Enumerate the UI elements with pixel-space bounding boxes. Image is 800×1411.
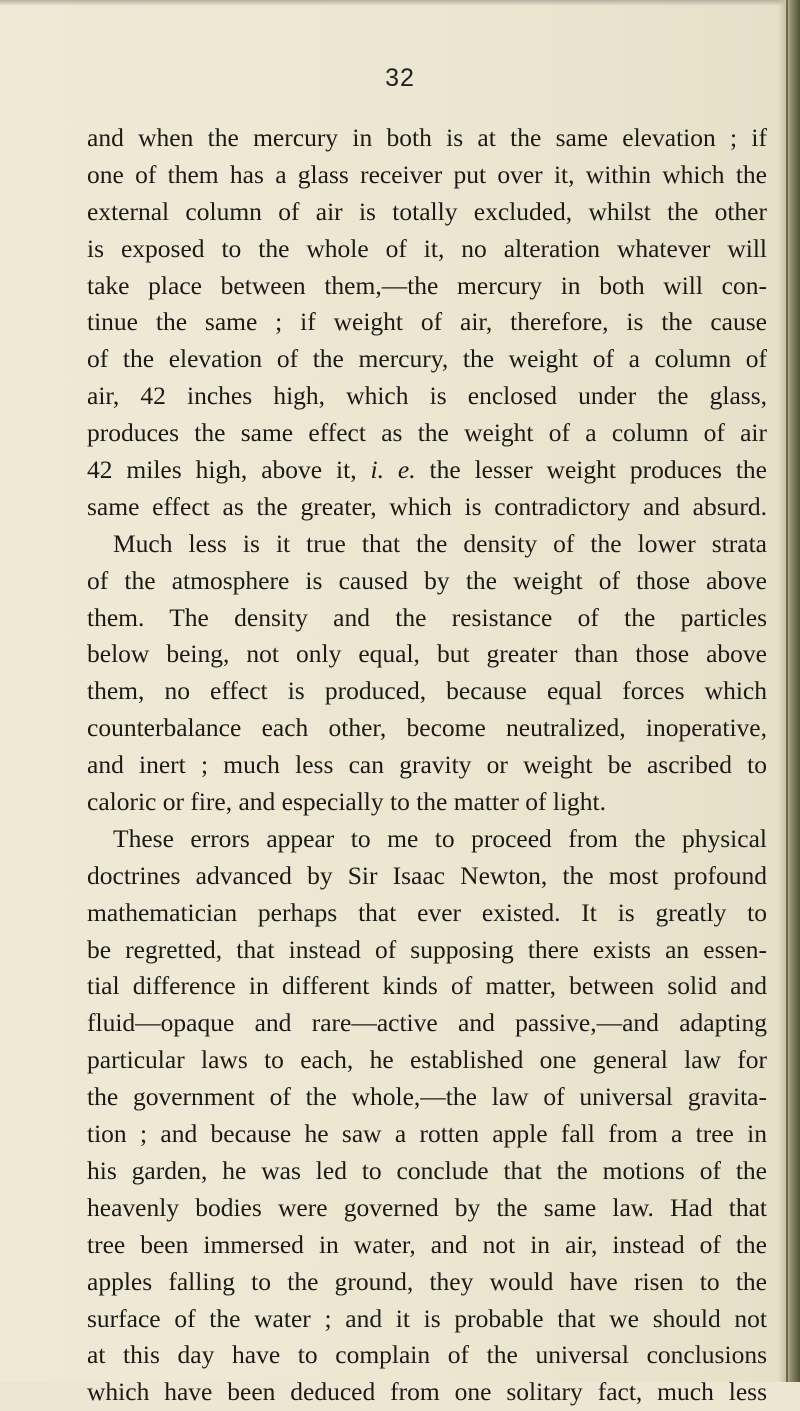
- text-line: air, 42 inches high, which is enclosed under the glass,: [87, 381, 767, 411]
- text-line: and when the mercury in both is at the same elevation ; if: [87, 123, 767, 152]
- text-line: caloric or fire, and especially to the matter of light.: [87, 787, 607, 817]
- text-line: fluid—opaque and rare—active and passive,—and adapting: [87, 1008, 767, 1038]
- text-line: them, no effect is produced, because equal forces which: [87, 676, 767, 706]
- page-number: 32: [385, 64, 415, 92]
- text-line: the government of the whole,—the law of universal gravita-: [87, 1082, 767, 1112]
- text-line: 42 miles high, above it, i. e. the lesser weight produces the: [87, 455, 768, 485]
- text-line: his garden, he was led to conclude that the motions of the: [87, 1155, 767, 1185]
- text-line: which have been deduced from one solitary fact, much less: [87, 1377, 767, 1407]
- italic-abbrev: i. e.: [370, 455, 416, 485]
- text-line: mathematician perhaps that ever existed. It is greatly to: [87, 897, 767, 927]
- text-line: counterbalance each other, become neutralized, inoperative,: [87, 713, 767, 743]
- text-line: be regretted, that instead of supposing there exists an essen-: [87, 934, 767, 964]
- text-line: of the elevation of the mercury, the weight of a column of: [87, 344, 767, 374]
- text-line: external column of air is totally excluded, whilst the other: [87, 196, 767, 226]
- text-line: produces the same effect as the weight of a column of air: [87, 418, 767, 448]
- text-line: below being, not only equal, but greater than those above: [87, 639, 767, 669]
- text-line: apples falling to the ground, they would have risen to the: [87, 1266, 767, 1296]
- text-line: same effect as the greater, which is contradictory and absurd.: [87, 491, 767, 521]
- text-line: particular laws to each, he established one general law for: [87, 1045, 767, 1075]
- page-binding-edge: [778, 0, 800, 1382]
- text-line: of the atmosphere is caused by the weight of those above: [87, 565, 767, 595]
- text-line: tree been immersed in water, and not in air, instead of the: [87, 1229, 767, 1259]
- text-line: heavenly bodies were governed by the same law. Had that: [87, 1192, 767, 1222]
- binding-line: [786, 0, 788, 1382]
- text-line: and inert ; much less can gravity or weight be ascribed to: [87, 750, 767, 780]
- text-line: tinue the same ; if weight of air, therefore, is the cause: [87, 307, 767, 337]
- text-line: one of them has a glass receiver put over it, within which the: [87, 159, 767, 189]
- text-line: tial difference in different kinds of matter, between solid and: [87, 971, 767, 1001]
- text-line: These errors appear to me to proceed from the physical: [113, 823, 767, 853]
- text-line: take place between them,—the mercury in both will con-: [87, 270, 767, 300]
- text-line: doctrines advanced by Sir Isaac Newton, the most profound: [87, 860, 767, 890]
- text-line: tion ; and because he saw a rotten apple fall from a tree in: [87, 1119, 767, 1149]
- text-line: surface of the water ; and it is probable that we should not: [87, 1303, 767, 1333]
- text-line: at this day have to complain of the universal conclusions: [87, 1340, 767, 1370]
- page-top-edge: [0, 0, 800, 6]
- text-line: Much less is it true that the density of the lower strata: [113, 528, 767, 558]
- text-line: is exposed to the whole of it, no alteration whatever will: [87, 233, 767, 263]
- text-line: them. The density and the resistance of the particles: [87, 602, 767, 632]
- body-text: [87, 120, 767, 1411]
